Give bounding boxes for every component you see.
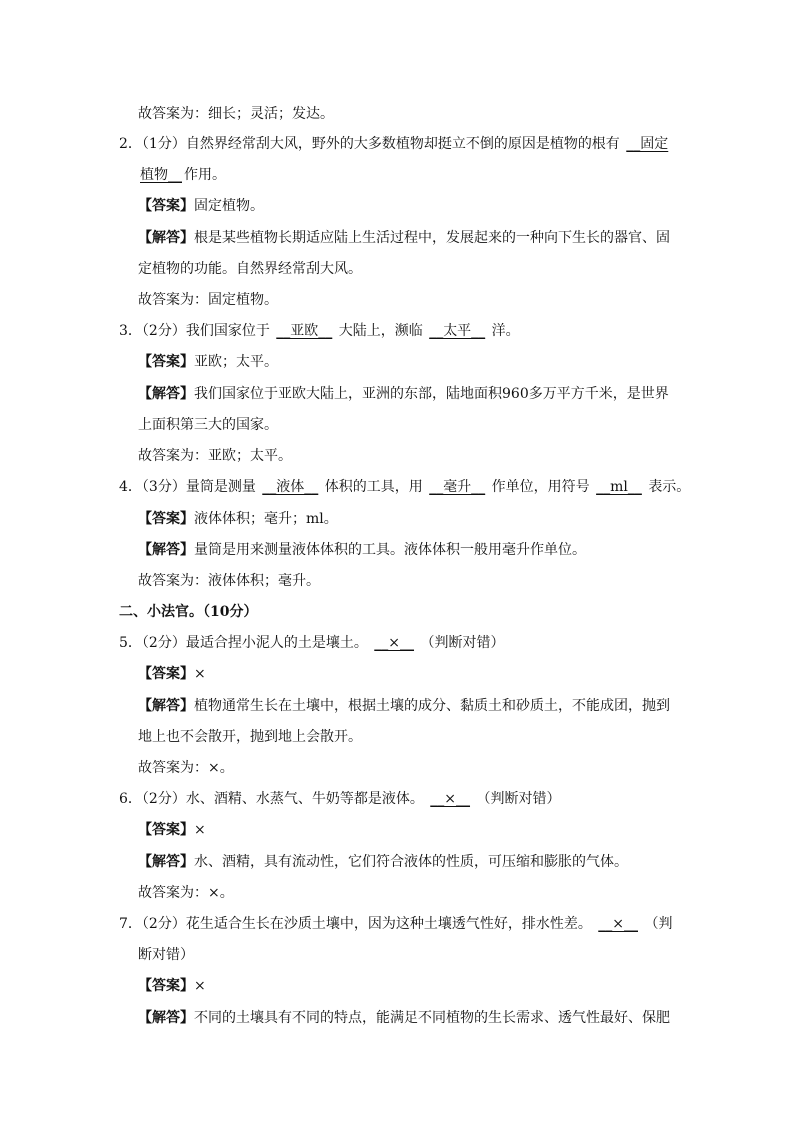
q6-explanation bbox=[138, 852, 628, 872]
question-6 bbox=[119, 789, 560, 809]
answer-blank: __×__ bbox=[598, 916, 638, 932]
q3-final-answer: 故答案为：亚欧；太平。 bbox=[138, 448, 292, 464]
answer-tag: 【答案】 bbox=[138, 666, 194, 682]
answer-tag: 【答案】 bbox=[138, 978, 194, 994]
q7-explanation bbox=[138, 1008, 670, 1028]
explain-tag: 【解答】 bbox=[138, 854, 194, 870]
question-7-cont: 断对错） bbox=[138, 947, 194, 963]
answer-blank: __ml__ bbox=[596, 479, 642, 495]
question-4 bbox=[119, 477, 690, 497]
explain-text: 量筒是用来测量液体体积的工具。液体体积一般用毫升作单位。 bbox=[194, 542, 586, 558]
question-text: 大陆上，濒临 bbox=[338, 323, 423, 339]
explain-text: 植物通常生长在土壤中，根据土壤的成分、黏质土和砂质土，不能成团，抛到 bbox=[194, 698, 670, 714]
question-text: 3．（2分）我们国家位于 bbox=[119, 323, 270, 339]
explain-tag: 【解答】 bbox=[138, 542, 194, 558]
q5-explanation bbox=[138, 696, 670, 716]
q4-explanation bbox=[138, 540, 586, 560]
q1-final-answer: 故答案为：细长；灵活；发达。 bbox=[138, 106, 334, 122]
q2-final-answer: 故答案为：固定植物。 bbox=[138, 292, 278, 308]
answer-blank: __亚欧__ bbox=[276, 323, 333, 339]
explain-text: 我们国家位于亚欧大陆上，亚洲的东部，陆地面积960多万平方千米，是世界 bbox=[194, 386, 669, 402]
q4-final-answer: 故答案为：液体体积；毫升。 bbox=[138, 573, 320, 589]
question-text: 作单位，用符号 bbox=[491, 479, 590, 495]
question-7 bbox=[119, 914, 672, 934]
answer-blank: __×__ bbox=[374, 635, 415, 651]
answer-text: 固定植物。 bbox=[194, 198, 264, 214]
question-text: 洋。 bbox=[491, 323, 520, 339]
question-text: 表示。 bbox=[648, 479, 691, 495]
question-text: 5．（2分）最适合捏小泥人的土是壤土。 bbox=[119, 635, 368, 651]
question-text: 4．（3分）量筒是测量 bbox=[119, 479, 256, 495]
question-5 bbox=[119, 633, 504, 653]
answer-text: × bbox=[194, 822, 206, 838]
q2-explanation bbox=[138, 228, 670, 248]
q7-answer bbox=[138, 976, 206, 996]
q5-final-answer: 故答案为：×。 bbox=[138, 760, 234, 776]
question-text: 6．（2分）水、酒精、水蒸气、牛奶等都是液体。 bbox=[119, 791, 424, 807]
answer-blank: __毫升__ bbox=[429, 479, 486, 495]
q2-explanation-cont: 定植物的功能。自然界经常刮大风。 bbox=[138, 261, 362, 277]
explain-tag: 【解答】 bbox=[138, 698, 194, 714]
explain-tag: 【解答】 bbox=[138, 386, 194, 402]
q3-explanation bbox=[138, 384, 669, 404]
answer-text: 液体体积；毫升；ml。 bbox=[194, 511, 338, 527]
explain-text: 水、酒精，具有流动性，它们符合液体的性质，可压缩和膨胀的气体。 bbox=[194, 854, 628, 870]
answer-text: 亚欧；太平。 bbox=[194, 354, 278, 370]
explain-tag: 【解答】 bbox=[138, 230, 194, 246]
q6-answer bbox=[138, 820, 206, 840]
answer-blank: 植物__ bbox=[140, 167, 182, 183]
question-text: 体积的工具，用 bbox=[324, 479, 423, 495]
answer-tag: 【答案】 bbox=[138, 822, 194, 838]
answer-blank: __×__ bbox=[430, 791, 471, 807]
answer-text: × bbox=[194, 666, 206, 682]
question-text: 2．（1分）自然界经常刮大风，野外的大多数植物却挺立不倒的原因是植物的根有 bbox=[119, 136, 620, 152]
q3-explanation-cont: 上面积第三大的国家。 bbox=[138, 417, 278, 433]
question-text: （判 bbox=[644, 916, 673, 932]
q3-answer bbox=[138, 352, 278, 372]
question-text: 作用。 bbox=[184, 167, 226, 183]
q5-explanation-cont: 地上也不会散开，抛到地上会散开。 bbox=[138, 729, 362, 745]
answer-blank: __液体__ bbox=[262, 479, 319, 495]
explain-text: 根是某些植物长期适应陆上生活过程中，发展起来的一种向下生长的器官、固 bbox=[194, 230, 670, 246]
answer-blank: __固定 bbox=[626, 136, 669, 152]
answer-blank: __太平__ bbox=[429, 323, 486, 339]
question-2 bbox=[119, 134, 670, 154]
answer-tag: 【答案】 bbox=[138, 511, 194, 527]
answer-text: × bbox=[194, 978, 206, 994]
explain-tag: 【解答】 bbox=[138, 1010, 194, 1026]
question-text: （判断对错） bbox=[420, 635, 505, 651]
q4-answer bbox=[138, 509, 338, 529]
q6-final-answer: 故答案为：×。 bbox=[138, 885, 234, 901]
explain-text: 不同的土壤具有不同的特点，能满足不同植物的生长需求、透气性最好、保肥 bbox=[194, 1010, 670, 1026]
question-2-cont bbox=[138, 165, 226, 185]
q5-answer bbox=[138, 664, 206, 684]
question-text: （判断对错） bbox=[476, 791, 561, 807]
question-3 bbox=[119, 321, 520, 341]
section-title: 二、小法官。（10分） bbox=[119, 604, 258, 620]
q2-answer bbox=[138, 196, 264, 216]
answer-tag: 【答案】 bbox=[138, 354, 194, 370]
answer-tag: 【答案】 bbox=[138, 198, 194, 214]
question-text: 7．（2分）花生适合生长在沙质土壤中，因为这种土壤透气性好，排水性差。 bbox=[119, 916, 592, 932]
